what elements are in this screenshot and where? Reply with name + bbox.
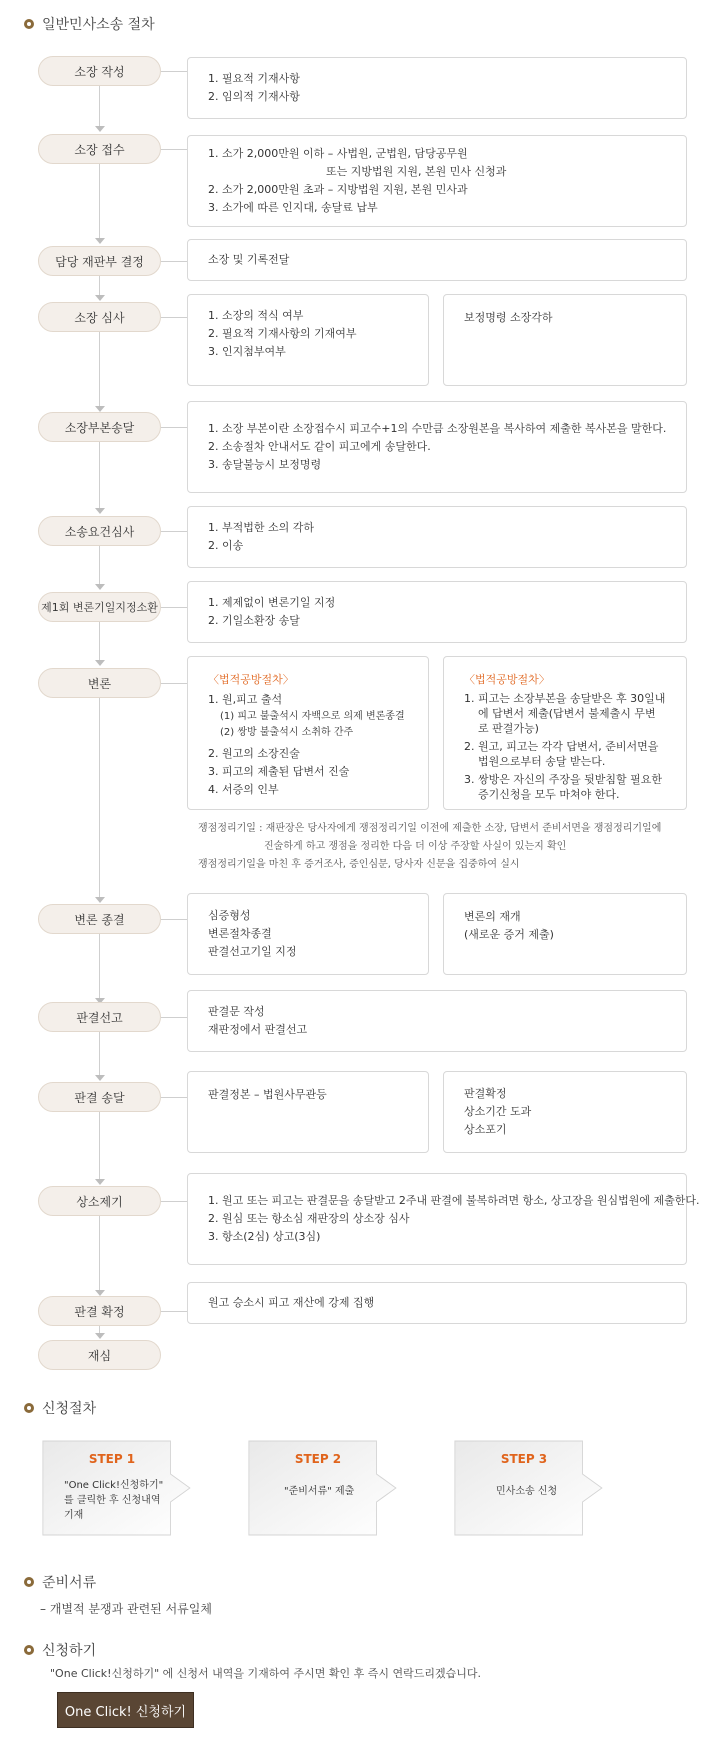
flow-line [99, 697, 100, 897]
detail-box-requirements: 1. 부적법한 소의 각하 2. 이송 [187, 506, 687, 568]
detail-box-review: 1. 소장의 적식 여부 2. 필요적 기재사항의 기재여부 3. 인지첨부여부 [187, 294, 429, 386]
arrow-down-icon [95, 508, 105, 514]
stage-judgment: 판결선고 [38, 1002, 161, 1032]
issue-note: 쟁점정리기일 : 재판장은 당사자에게 쟁점정리기일 이전에 제출한 소장, 답변서 준비서면을 쟁점정리기일에 진술하게 하고 쟁점을 정리한 다음 더 이상 주장할 사실이 있는지 확인 쟁점정리기일을 마친 후 증거조사, 증인심문, 당사자 신문을 집중하여 실시 [198, 823, 662, 870]
one-click-apply-button[interactable]: One Click! 신청하기 [57, 1692, 194, 1728]
detail-box-service-right: 판결확정 상소기간 도과 상소포기 [443, 1071, 687, 1153]
stage-complaint-review: 소장 심사 [38, 302, 161, 332]
docs-section-title: 준비서류 [24, 1572, 96, 1592]
step-3-card: STEP 3 민사소송 신청 [454, 1440, 604, 1536]
step-2-card: STEP 2 "준비서류" 제출 [248, 1440, 398, 1536]
bullet-icon [24, 1577, 34, 1587]
arrow-down-icon [95, 295, 105, 301]
flow-line [99, 274, 100, 296]
arrow-down-icon [95, 1179, 105, 1185]
detail-box-filing: 1. 소가 2,000만원 이하 – 사법원, 군법원, 담당공무원 또는 지방법원 지원, 본원 민사 신청과 2. 소가 2,000만원 초과 – 지방법원 지원, 본원 민사과 3. 소가에 따른 인지대, 송달료 납부 [187, 135, 687, 227]
step-1-card: STEP 1 "One Click!신청하기" 를 클릭한 후 신청내역 기재 [42, 1440, 192, 1536]
stage-first-hearing: 제1회 변론기일지정소환 [38, 592, 161, 622]
stage-complaint-filing: 소장 접수 [38, 134, 161, 164]
detail-box-closed-left: 심증형성 변론절차종결 판결선고기일 지정 [187, 893, 429, 975]
arrow-down-icon [95, 1075, 105, 1081]
stage-pleading: 변론 [38, 668, 161, 698]
detail-box-final: 원고 승소시 피고 재산에 강제 집행 [187, 1282, 687, 1324]
stage-requirements-review: 소송요건심사 [38, 516, 161, 546]
stage-copy-service: 소장부본송달 [38, 412, 161, 442]
detail-box-appeal: 1. 원고 또는 피고는 판결문을 송달받고 2주내 판결에 불복하려면 항소, 상고장을 원심법원에 제출한다. 2. 원심 또는 항소심 재판장의 상소장 심사 3. 항소(2심) 상고(3심) [187, 1173, 687, 1265]
stage-judgment-service: 판결 송달 [38, 1082, 161, 1112]
detail-box-first-hearing: 1. 제제없이 변론기일 지정 2. 기일소환장 송달 [187, 581, 687, 643]
stage-panel-assignment: 담당 재판부 결정 [38, 246, 161, 276]
flow-line [99, 1028, 100, 1075]
flow-line [99, 930, 100, 998]
stage-appeal: 상소제기 [38, 1186, 161, 1216]
stage-complaint-draft: 소장 작성 [38, 56, 161, 86]
arrow-down-icon [95, 897, 105, 903]
detail-box-review-result: 보정명령 소장각하 [443, 294, 687, 386]
bullet-icon [24, 19, 34, 29]
procedure-section-title: 일반민사소송 절차 [24, 14, 155, 34]
flow-line [99, 620, 100, 660]
arrow-down-icon [95, 660, 105, 666]
flow-line [99, 1110, 100, 1179]
detail-box-service-left: 판결정본 – 법원사무관등 [187, 1071, 429, 1153]
bullet-icon [24, 1403, 34, 1413]
detail-box-copy-service: 1. 소장 부본이란 소장접수시 피고수+1의 수만큼 소장원본을 복사하여 제출한 복사본을 말한다. 2. 소송절차 안내서도 같이 피고에게 송달한다. 3. 송달불능시 보정명령 [187, 401, 687, 493]
arrow-down-icon [95, 126, 105, 132]
request-section-title: 신청하기 [24, 1640, 96, 1660]
stage-pleading-closed: 변론 종결 [38, 904, 161, 934]
arrow-down-icon [95, 1333, 105, 1339]
arrow-down-icon [95, 238, 105, 244]
detail-box-draft: 1. 필요적 기재사항 2. 임의적 기재사항 [187, 57, 687, 119]
stage-judgment-final: 판결 확정 [38, 1296, 161, 1326]
flow-line [99, 440, 100, 508]
flow-line [99, 84, 100, 126]
bullet-icon [24, 1645, 34, 1655]
detail-box-pleading-left: 〈법적공방절차〉 1. 원,피고 출석 (1) 피고 불출석시 자백으로 의제 변론종결 (2) 쌍방 불출석시 소취하 간주 2. 원고의 소장진술 3. 피고의 제출된 답변서 진술 4. 서증의 인부 [187, 656, 429, 810]
detail-box-closed-right: 변론의 재개 (새로운 증거 제출) [443, 893, 687, 975]
request-text: "One Click!신청하기" 에 신청서 내역을 기재하여 주시면 확인 후 즉시 연락드리겠습니다. [50, 1667, 482, 1680]
detail-box-judgment: 판결문 작성 재판정에서 판결선고 [187, 990, 687, 1052]
arrow-down-icon [95, 584, 105, 590]
flow-line [99, 1215, 100, 1290]
flow-line [99, 544, 100, 584]
apply-section-title: 신청절차 [24, 1398, 96, 1418]
stage-retrial: 재심 [38, 1340, 161, 1370]
detail-box-panel: 소장 및 기록전달 [187, 239, 687, 281]
flow-line [99, 162, 100, 238]
detail-box-pleading-right: 〈법적공방절차〉 1. 피고는 소장부본을 송달받은 후 30일내에 답변서 제출(답변서 불제출시 무변로 판결가능) 2. 원고, 피고는 각각 답변서, 준비서면을 법원으로부터 송달 받는다. 3. 쌍방은 자신의 주장을 뒷받침할 필요한 증기신청을 모두 마쳐야 한다. [443, 656, 687, 810]
flow-line [99, 330, 100, 406]
docs-text: – 개별적 분쟁과 관련된 서류일체 [40, 1602, 212, 1616]
